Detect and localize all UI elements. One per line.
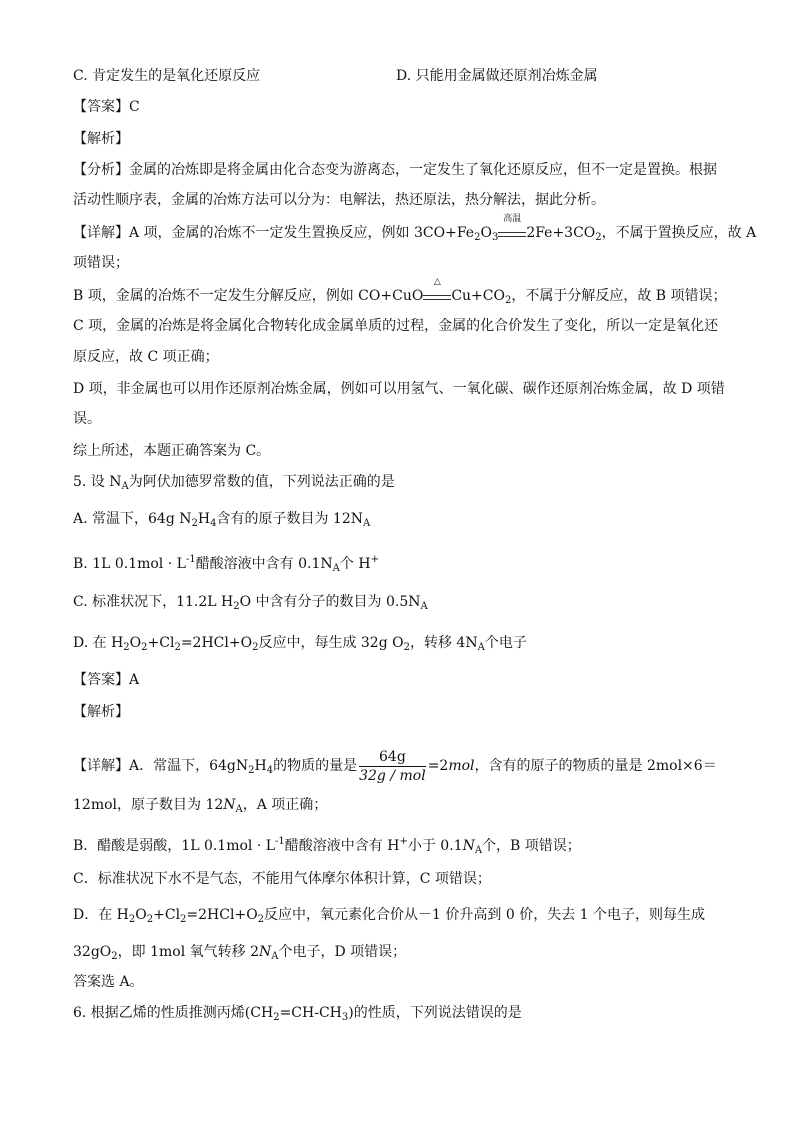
reaction-condition-arrow: △ [423, 285, 451, 300]
fenxi-line-1: 【分析】金属的冶炼即是将金属由化合态变为游离态，一定发生了氧化还原反应，但不一定是置换。根据 [73, 162, 717, 178]
xiangjie-c-line-2: 原反应，故 C 项正确； [73, 349, 219, 365]
answer-line: 【答案】C [73, 99, 140, 115]
question-5-stem: 5. 设 $N_A$为阿伏加德罗常数的值，下列说法正确的是 [73, 474, 395, 492]
q5-xj-a-line-1: 【详解】A．常温下，$64gN_2H_4$的物质的量是 $\frac{64g}{\text{32g / mol}}$ =2mol，含有的原子的物质的量是 2mol×6＝ [73, 748, 717, 784]
q5-xj-b-line: B．醋酸是弱酸，1L $0.1mol \cdot L^{-1}$醋酸溶液中含有 H+小于 $0.1N_A$个，B 项错误； [73, 836, 581, 856]
xiangjie-d-line-1: D 项，非金属也可以用作还原剂冶炼金属，例如可以用氢气、一氧化碳、碳作还原剂冶炼金属，故 D 项错 [73, 381, 725, 397]
xiangjie-a-line-2: 项错误； [73, 255, 129, 271]
q5-option-b: B. 1L $0.1mol \cdot L^{-1}$醋酸溶液中含有 $0.1N_A$个 H+ [73, 554, 379, 574]
q5-option-a: A. 常温下，64g $N_2H_4$含有的原子数目为 $12N_A$ [73, 511, 371, 529]
option-c: C. 肯定发生的是氧化还原反应 [73, 68, 261, 84]
summary-line: 综上所述，本题正确答案为 C。 [73, 443, 271, 459]
analysis-label: 【解析】 [73, 131, 129, 147]
q5-answer-line: 【答案】A [73, 672, 140, 688]
q5-xj-c-line: C．标准状况下水不是气态，不能用气体摩尔体积计算，C 项错误； [73, 871, 491, 887]
xiangjie-a-line-1: 【详解】A 项，金属的冶炼不一定发生置换反应，例如 $3CO+Fe_2O_3$ 高温 $2Fe+3CO_2$，不属于置换反应，故 A [73, 214, 757, 243]
reaction-condition-arrow: 高温 [498, 222, 526, 237]
q5-option-d: D. 在 $H_2O_2+Cl_2=2HCl+O_2$反应中，每生成 32g $O_2$，转移 $4N_A$个电子 [73, 635, 527, 653]
xiangjie-d-line-2: 误。 [73, 411, 101, 427]
q5-xj-d-line-1: D．在 $H_2O_2+Cl_2=2HCl+O_2$反应中，氧元素化合价从－1 价升高到 0 价，失去 1 个电子，则每生成 [73, 907, 706, 925]
q5-xj-a-line-2: 12mol，原子数目为 $12N_A$，A 项正确； [73, 797, 328, 815]
q5-option-c: C. 标准状况下，11.2L $H_2O$ 中含有分子的数目为 $0.5N_A$ [73, 594, 428, 612]
q5-xj-d-line-2: $32gO_2$，即 1mol 氧气转移 $2N_A$个电子，D 项错误； [73, 944, 407, 962]
fraction: $\frac{64g}{\text{32g / mol}}$ [359, 748, 426, 784]
xiangjie-c-line-1: C 项，金属的冶炼是将金属化合物转化成金属单质的过程，金属的化合价发生了变化，所以一定是氧化还 [73, 318, 719, 334]
option-d: D. 只能用金属做还原剂冶炼金属 [396, 68, 598, 84]
q5-analysis-label: 【解析】 [73, 704, 129, 720]
xiangjie-b-line: B 项，金属的冶炼不一定发生分解反应，例如 CO+CuO △ $Cu+CO_2$，不属于分解反应，故 B 项错误； [73, 277, 727, 306]
fenxi-line-2: 活动性顺序表，金属的冶炼方法可以分为：电解法，热还原法，热分解法，据此分析。 [73, 192, 605, 208]
q5-final-answer: 答案选 A。 [73, 974, 144, 990]
question-6-stem: 6. 根据乙烯的性质推测丙烯$(CH_2=CH-CH_3)$的性质，下列说法错误的是 [73, 1005, 522, 1023]
